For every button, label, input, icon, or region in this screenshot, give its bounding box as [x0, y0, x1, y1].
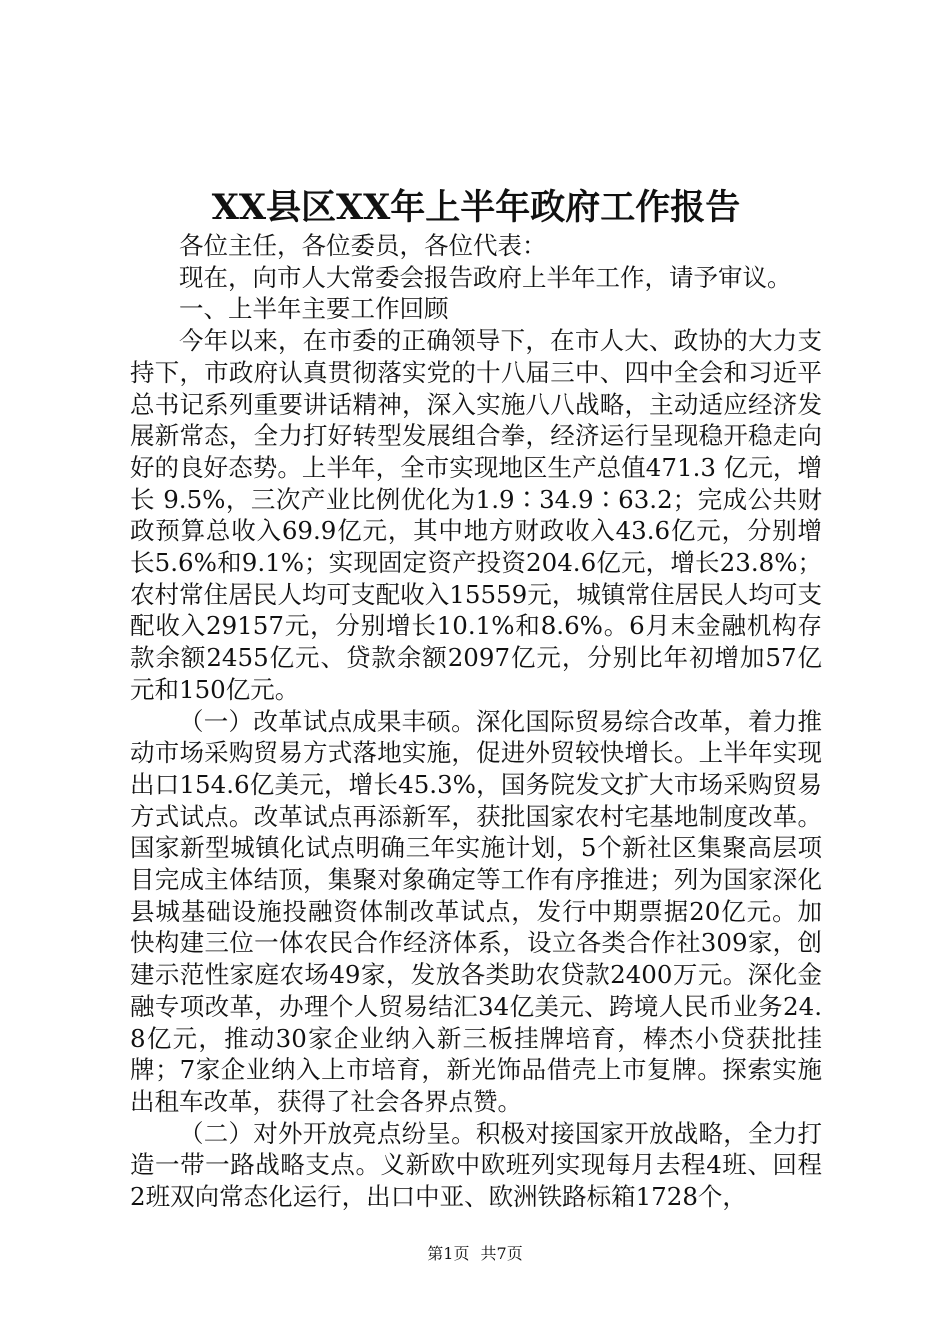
salutation: 各位主任，各位委员，各位代表： [179, 231, 547, 260]
document-title: XX县区XX年上半年政府工作报告 [211, 187, 741, 228]
opening-paragraph: （二）对外开放亮点纷呈。积极对接国家开放战略，全力打造一带一路战略支点。义新欧中欧班列实现每月去程4班、回程2班双向常态化运行，出口中亚、欧洲铁路标箱1728个， [130, 1118, 822, 1212]
page-footer [0, 1244, 950, 1264]
reform-paragraph: （一）改革试点成果丰硕。深化国际贸易综合改革，着力推动市场采购贸易方式落地实施，促进外贸较快增长。上半年实现出口154.6亿美元，增长45.3%，国务院发文扩大市场采购贸易方式试点。改革试点再添新军，获批国家农村宅基地制度改革。国家新型城镇化试点明确三年实施计划，5个新社区集聚高层项目完成主体结顶，集聚对象确定等工作有序推进；列为国家深化县城基础设施投融资体制改革试点，发行中期票据20亿元。加快构建三位一体农民合作经济体系，设立各类合作社309家，创建示范性家庭农场49家，发放各类助农贷款2400万元。深化金融专项改革，办理个人贸易结汇34亿美元、跨境人民币业务24.8亿元，推动30家企业纳入新三板挂牌培育，棒杰小贷获批挂牌；7家企业纳入上市培育，新光饰品借壳上市复牌。探索实施出租车改革，获得了社会各界点赞。 [130, 706, 822, 1116]
section-heading: 一、上半年主要工作回顾 [179, 294, 449, 324]
page-total: 共7页 [480, 1244, 523, 1263]
overview-paragraph: 今年以来，在市委的正确领导下，在市人大、政协的大力支持下，市政府认真贯彻落实党的十八届三中、四中全会和习近平总书记系列重要讲话精神，深入实施八八战略，主动适应经济发展新常态，全力打好转型发展组合拳，经济运行呈现稳开稳走向好的良好态势。上半年，全市实现地区生产总值471.3 亿元，增长 9.5%，三次产业比例优化为1.9∶34.9∶63.2；完成公共财政预算总收入69.9亿元，其中地方财政收入43.6亿元，分别增长5.6%和9.1%；实现固定资产投资204.6亿元，增长23.8%；农村常住居民人均可支配收入15559元，城镇常住居民人均可支配收入29157元，分别增长10.1%和8.6%。6月末金融机构存款余额2455亿元、贷款余额2097亿元，分别比年初增加57亿元和150亿元。 [130, 326, 822, 704]
page-number: 第1页 [427, 1244, 470, 1263]
intro-paragraph: 现在，向市人大常委会报告政府上半年工作，请予审议。 [179, 262, 792, 292]
document-body [130, 230, 822, 1213]
